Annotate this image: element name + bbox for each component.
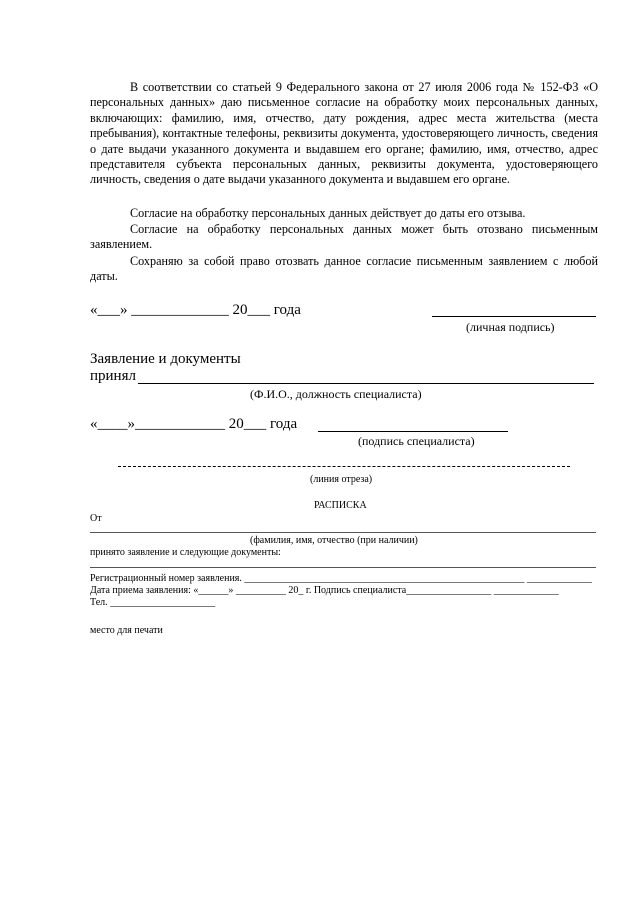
- specialist-signature-caption: (подпись специалиста): [358, 434, 475, 448]
- consent-paragraph-2: Согласие на обработку персональных данных действует до даты его отзыва.: [130, 206, 526, 220]
- consent-paragraph-1: В соответствии со статьей 9 Федерального закона от 27 июля 2006 года № 152-ФЗ «О персональных данных» даю письменное согласие на обработку моих персональных данных, включающих: фамилию, имя, отчество, дату рождения, адрес места жительства (места пребывания), контактные телефоны, реквизиты документа, удостоверяющего личность, сведения о дате выдачи указанного документа и выдавшем его органе; фамилию, имя, отчество, адрес представителя субъекта персональных данных, реквизиты документа, удостоверяющего личность, сведения о дате выдачи указанного документа и выдавшем его органе.: [90, 80, 598, 187]
- specialist-date-line: «____»____________ 20___ года: [90, 416, 298, 432]
- signature-date-line: «___» _____________ 20___ года: [90, 302, 301, 318]
- consent-paragraph-4: Сохраняю за собой право отозвать данное согласие письменным заявлением с любой даты.: [90, 254, 598, 284]
- receipt-documents-line: [90, 567, 596, 568]
- cut-line: [118, 466, 570, 467]
- signature-line: [432, 316, 596, 317]
- receipt-registration-number: Регистрационный номер заявления. ________________________________________________________ _____________: [90, 573, 592, 584]
- specialist-caption: (Ф.И.О., должность специалиста): [250, 387, 422, 401]
- accepted-by-label: принял: [90, 368, 136, 384]
- cut-line-caption: (линия отреза): [310, 474, 373, 485]
- receipt-phone: Тел. _____________________: [90, 597, 216, 608]
- receipt-date-received: Дата приема заявления: «______» __________ 20_ г. Подпись специалиста_________________ _____________: [90, 585, 559, 596]
- receipt-fio-caption: (фамилия, имя, отчество (при наличии): [250, 535, 418, 546]
- receipt-accepted-text: принято заявление и следующие документы:: [90, 547, 281, 558]
- receipt-title: РАСПИСКА: [314, 500, 367, 511]
- specialist-signature-line: [318, 431, 508, 432]
- signature-caption: (личная подпись): [466, 320, 555, 334]
- receipt-stamp-place: место для печати: [90, 625, 163, 636]
- receipt-from-line: [90, 532, 596, 533]
- specialist-name-line: [138, 383, 594, 384]
- receipt-from-label: От: [90, 513, 102, 524]
- consent-paragraph-3: Согласие на обработку персональных данных может быть отозвано письменным заявлением.: [90, 222, 598, 252]
- acceptance-heading: Заявление и документы: [90, 351, 241, 367]
